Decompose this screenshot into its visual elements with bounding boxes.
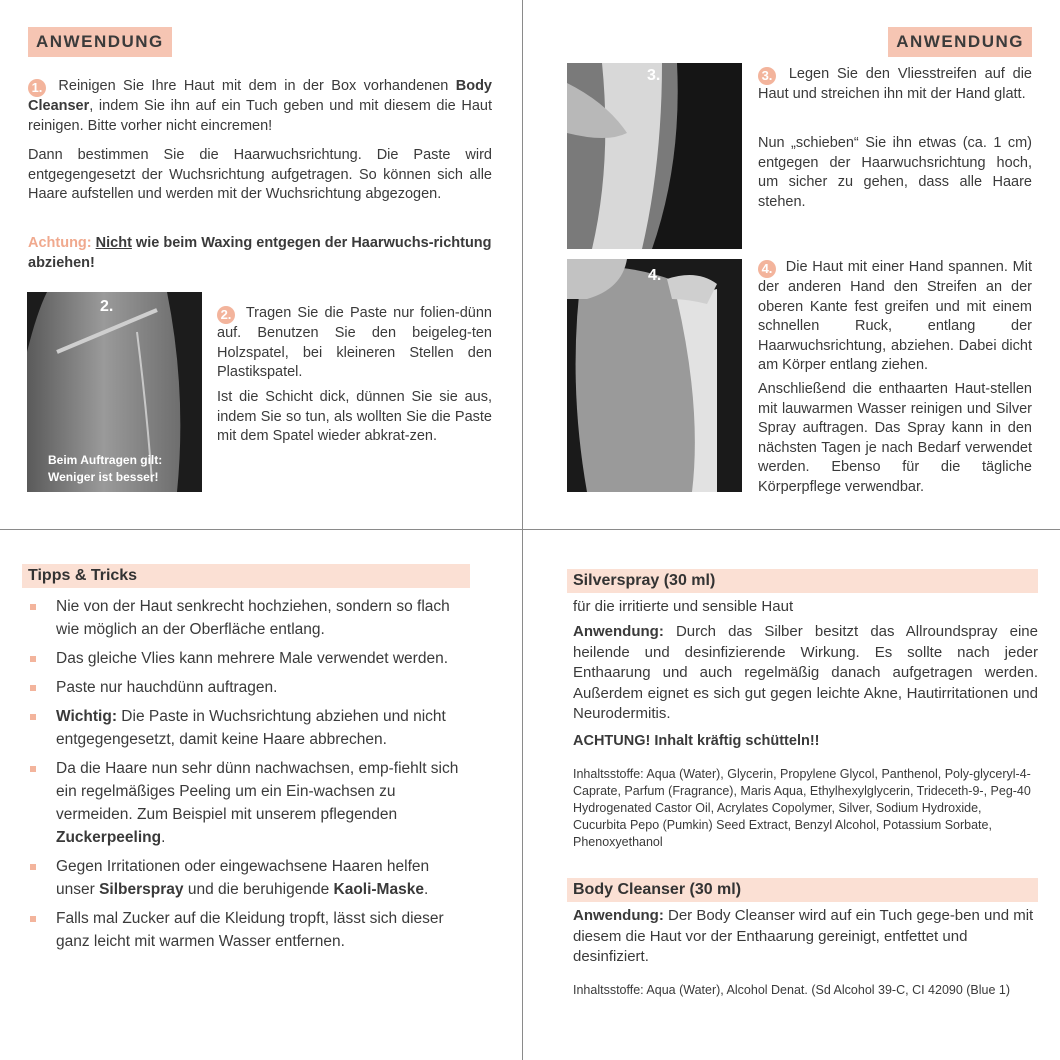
section-tag-anwendung: ANWENDUNG: [28, 27, 172, 57]
photo-caption: Beim Auftragen gilt: Weniger ist besser!: [48, 453, 163, 484]
list-item: Wichtig: Die Paste in Wuchsrichtung abziehen und nicht entgegengesetzt, damit keine Haare abbrechen.: [28, 705, 468, 751]
bullet-icon: [30, 864, 36, 870]
body-cleanser-ingredients: Inhaltsstoffe: Aqua (Water), Alcohol Denat. (Sd Alcohol 39-C, CI 42090 (Blue 1): [573, 983, 1011, 997]
horizontal-divider: [0, 529, 1060, 530]
photo-step-2: [27, 292, 202, 492]
vertical-divider: [522, 0, 523, 1060]
step-number-badge: 4.: [758, 260, 776, 278]
list-item: Paste nur hauchdünn auftragen.: [28, 676, 468, 699]
step-2-paragraph: 2. Tragen Sie die Paste nur folien-dünn auf. Benutzen Sie den beigeleg-ten Holzspatel, bei kleineren Stellen den Plastikspatel.: [217, 305, 492, 380]
warning-paragraph: Achtung: Nicht wie beim Waxing entgegen der Haarwuchs-richtung abziehen!: [28, 235, 492, 271]
body-cleanser-usage: Anwendung: Der Body Cleanser wird auf ein Tuch gege-ben und mit diesem die Haut vor der Enthaarung gereinigt, entfettet und desinfiziert.: [573, 907, 1034, 965]
silverspray-ingredients: Inhaltsstoffe: Aqua (Water), Glycerin, Propylene Glycol, Panthenol, Poly-glyceryl-4-Caprate, Parfum (Fragrance), Maris Aqua, Ethylhexylglycerin, Trideceth-9-, Peg-40 Hydrogenated Castor Oil, Acrylates Copolymer, Silver, Sodium Hydroxide, Cucurbita Pepo (Pumkin) Seed Extract, Benzyl Alcohol, Potassium Sorbate, Phenoxyethanol: [573, 767, 1031, 849]
step-2-thickness-paragraph: Ist die Schicht dick, dünnen Sie sie aus, indem Sie so tun, als wollten Sie die Paste mit dem Spatel wieder abkrat-zen.: [217, 389, 492, 444]
list-item: Nie von der Haut senkrecht hochziehen, sondern so flach wie möglich an der Oberfläche entlang.: [28, 595, 468, 641]
photo-step-number: 3.: [647, 67, 661, 84]
silverspray-heading: Silverspray (30 ml): [567, 569, 1038, 593]
bullet-icon: [30, 714, 36, 720]
bullet-icon: [30, 916, 36, 922]
silverspray-usage: Anwendung: Durch das Silber besitzt das Allroundspray eine heilende und desinfizierende Wirkung. Es sollte nach jeder Enthaarung und auch regelmäßig danach aufgetragen werden. Außerdem eignet es sich gut gegen leichte Akne, Hautirritationen und Neurodermitis.: [573, 623, 1038, 722]
photo-step-3: [567, 63, 742, 249]
strip-removal-image: [567, 259, 742, 492]
photo-step-4: [567, 259, 742, 492]
tips-heading: Tipps & Tricks: [22, 564, 470, 588]
body-cleanser-heading: Body Cleanser (30 ml): [567, 878, 1038, 902]
step-number-badge: 2.: [217, 306, 235, 324]
step-4-paragraph: 4. Die Haut mit einer Hand spannen. Mit der anderen Hand den Streifen an der oberen Kante fest greifen und mit einem schnellen Ruck, entlang der Haarwuchsrichtung, abziehen. Dabei dicht am Körper entlang ziehen.: [758, 259, 1032, 373]
silverspray-warning: ACHTUNG! Inhalt kräftig schütteln!!: [573, 733, 820, 749]
step-3-paragraph: 3. Legen Sie den Vliesstreifen auf die Haut und streichen ihn mit der Hand glatt.: [758, 66, 1032, 102]
silverspray-subtitle: für die irritierte und sensible Haut: [573, 598, 794, 615]
step-1-paragraph: 1. Reinigen Sie Ihre Haut mit dem in der Box vorhandenen Body Cleanser, indem Sie ihn auf ein Tuch geben und mit diesem die Haut reinigen. Bitte vorher nicht eincremen!: [28, 78, 492, 134]
photo-step-number: 2.: [100, 298, 114, 315]
section-tag-anwendung-right: ANWENDUNG: [888, 27, 1032, 57]
direction-paragraph: Dann bestimmen Sie die Haarwuchsrichtung. Die Paste wird entgegengesetzt der Wuchsrichtung aufgetragen. So können sich alle Haare aufstellen und werden mit der Wuchsrichtung abgezogen.: [28, 147, 492, 202]
bullet-icon: [30, 766, 36, 772]
step-3-push-paragraph: Nun „schieben“ Sie ihn etwas (ca. 1 cm) entgegen der Haarwuchsrichtung hoch, um sicher zu gehen, dass alle Haare stehen.: [758, 135, 1032, 210]
step-4-aftercare-paragraph: Anschließend die enthaarten Haut-stellen mit lauwarmen Wasser reinigen und Silver Spray auftragen. Das Spray kann in den nächsten Tagen je nach Bedarf verwendet werden. Ebenso für die tägliche Körperpflege verwendbar.: [758, 381, 1032, 495]
bullet-icon: [30, 685, 36, 691]
list-item: Das gleiche Vlies kann mehrere Male verwendet werden.: [28, 647, 468, 670]
list-item: Gegen Irritationen oder eingewachsene Haaren helfen unser Silberspray und die beruhigende Kaoli-Maske.: [28, 855, 468, 901]
bullet-icon: [30, 604, 36, 610]
step-number-badge: 1.: [28, 79, 46, 97]
step-number-badge: 3.: [758, 67, 776, 85]
photo-step-number: 4.: [648, 267, 662, 284]
list-item: Falls mal Zucker auf die Kleidung tropft, lässt sich dieser ganz leicht mit warmen Wasser entfernen.: [28, 907, 468, 953]
list-item: Da die Haare nun sehr dünn nachwachsen, emp-fiehlt sich ein regelmäßiges Peeling um ein Ein-wachsen zu vermeiden. Zum Beispiel mit unserem pflegenden Zuckerpeeling.: [28, 757, 468, 849]
bullet-icon: [30, 656, 36, 662]
tips-list: [28, 595, 468, 959]
strip-application-image: [567, 63, 742, 249]
